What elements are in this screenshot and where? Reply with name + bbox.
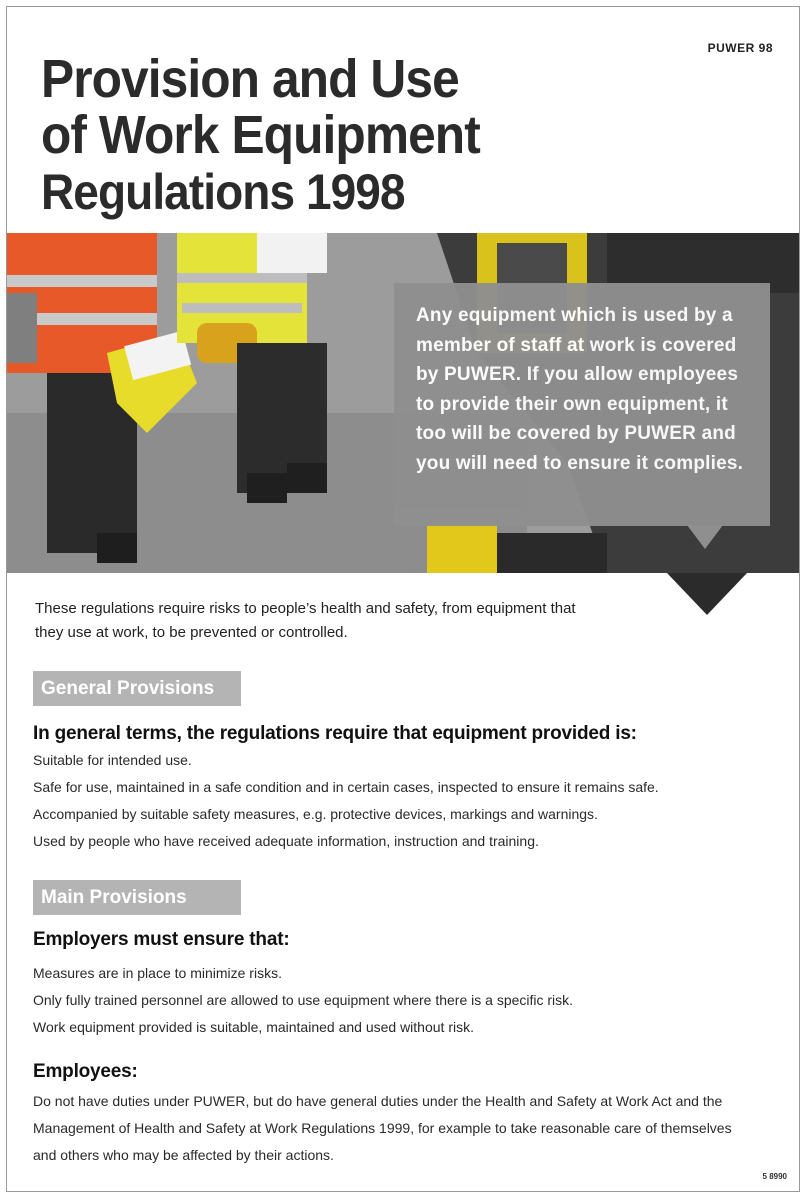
main-provisions-subheading: Employers must ensure that: xyxy=(33,929,290,950)
list-item: Work equipment provided is suitable, maintained and used without risk. xyxy=(33,1019,474,1035)
dark-pointer xyxy=(667,573,747,615)
list-item: Accompanied by suitable safety measures, e.g. protective devices, markings and warnings. xyxy=(33,806,598,822)
list-item: Measures are in place to minimize risks. xyxy=(33,965,282,981)
poster xyxy=(6,6,800,1192)
title-line-3: Regulations 1998 xyxy=(41,164,405,220)
employees-heading: Employees: xyxy=(33,1061,138,1082)
main-provisions-list xyxy=(33,960,573,1041)
callout-text: Any equipment which is used by a member of staff at work is covered by PUWER. If you allow employees to provide their own equipment, it too will be covered by PUWER and you will need to ensure it complies. xyxy=(416,305,744,474)
list-item: Only fully trained personnel are allowed to use equipment where there is a specific risk. xyxy=(33,992,574,1008)
title-line-1: Provision and Use xyxy=(41,49,459,109)
list-item: Used by people who have received adequate information, instruction and training. xyxy=(33,833,539,849)
general-provisions-subheading: In general terms, the regulations require that equipment provided is: xyxy=(33,723,637,744)
general-provisions-heading: General Provisions xyxy=(33,671,241,706)
callout-pointer xyxy=(687,525,723,549)
general-provisions-list xyxy=(33,747,659,855)
callout-box xyxy=(394,283,770,526)
title-line-2: of Work Equipment xyxy=(41,105,480,165)
product-code: 5 8990 xyxy=(762,1172,787,1181)
list-item: Suitable for intended use. xyxy=(33,752,192,768)
intro-text: These regulations require risks to people’s health and safety, from equipment that they use at work, to be prevented or controlled. xyxy=(35,600,576,641)
poster-code: PUWER 98 xyxy=(707,41,773,55)
employees-text: Do not have duties under PUWER, but do have general duties under the Health and Safety at Work Act and the Management of Health and Safety at Work Regulations 1999, for example to take reasonable care of themselves and others who may be affected by their actions. xyxy=(33,1093,732,1163)
main-provisions-heading: Main Provisions xyxy=(33,880,241,915)
list-item: Safe for use, maintained in a safe condition and in certain cases, inspected to ensure it remains safe. xyxy=(33,779,659,795)
poster-title xyxy=(41,51,518,219)
